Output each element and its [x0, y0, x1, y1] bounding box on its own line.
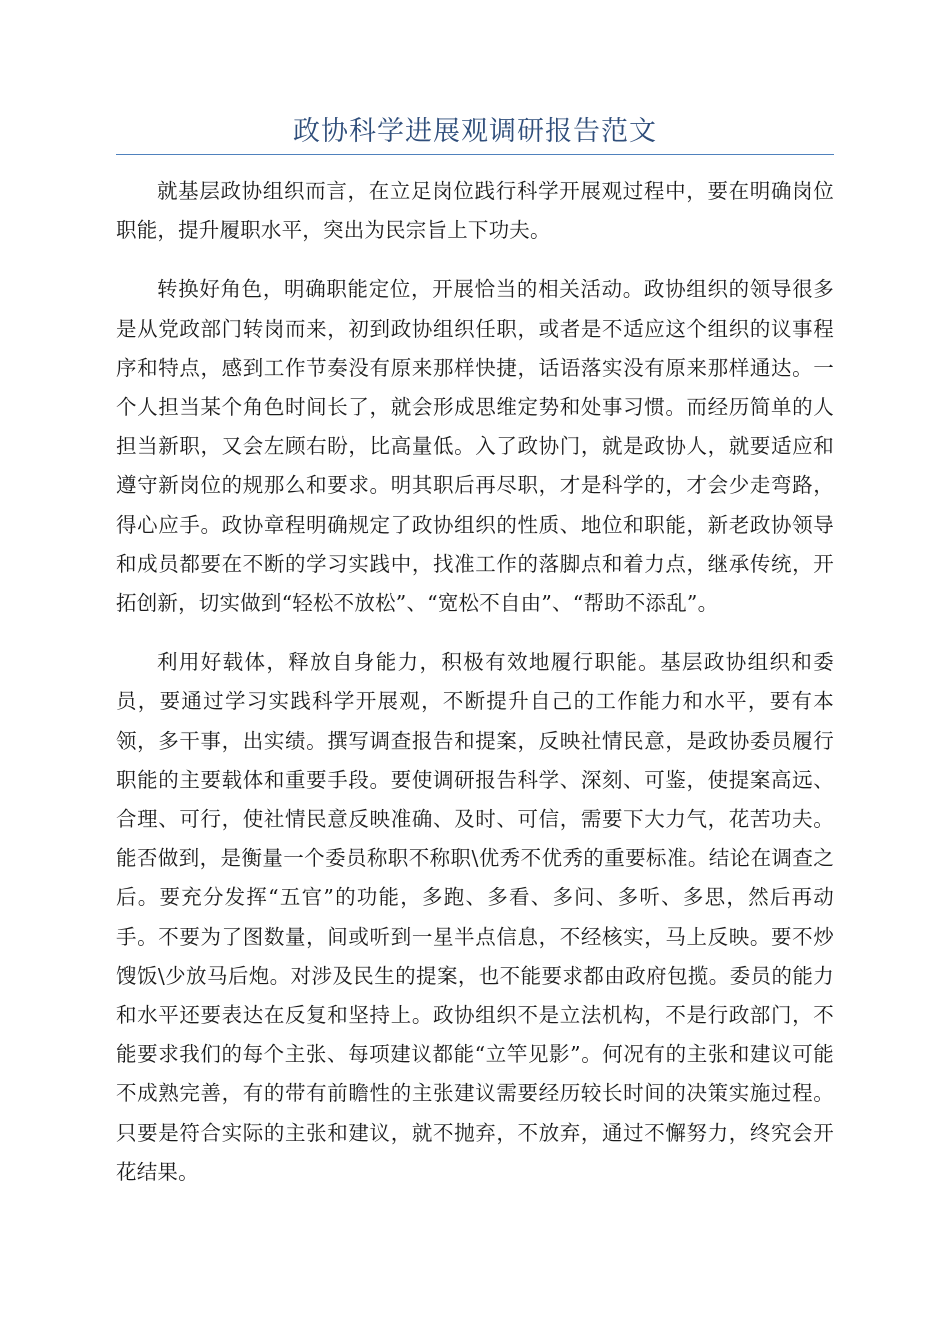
- document-title: 政协科学进展观调研报告范文: [293, 116, 657, 147]
- paragraph-2: 转换好角色，明确职能定位，开展恰当的相关活动。政协组织的领导很多是从党政部门转岗而来，初到政协组织任职，或者是不适应这个组织的议事程序和特点，感到工作节奏没有原来那样快捷，话语落实没有原来那样通达。一个人担当某个角色时间长了，就会形成思维定势和处事习惯。而经历简单的人担当新职，又会左顾右盼，比高量低。入了政协门，就是政协人，就要适应和遵守新岗位的规那么和要求。明其职后再尽职，才是科学的，才会少走弯路，得心应手。政协章程明确规定了政协组织的性质、地位和职能，新老政协领导和成员都要在不断的学习实践中，找准工作的落脚点和着力点，继承传统，开拓创新，切实做到“轻松不放松”、“宽松不自由”、“帮助不添乱”。: [116, 277, 834, 616]
- title-underline: [116, 154, 834, 155]
- paragraph-1: 就基层政协组织而言，在立足岗位践行科学开展观过程中，要在明确岗位职能，提升履职水平，突出为民宗旨上下功夫。: [116, 179, 834, 243]
- document-body: [116, 172, 834, 1212]
- paragraph-3: 利用好载体，释放自身能力，积极有效地履行职能。基层政协组织和委员，要通过学习实践科学开展观，不断提升自己的工作能力和水平，要有本领，多干事，出实绩。撰写调查报告和提案，反映社情民意，是政协委员履行职能的主要载体和重要手段。要使调研报告科学、深刻、可鉴，使提案高远、合理、可行，使社情民意反映准确、及时、可信，需要下大力气，花苦功夫。能否做到，是衡量一个委员称职不称职\优秀不优秀的重要标准。结论在调查之后。要充分发挥“五官”的功能，多跑、多看、多问、多听、多思，然后再动手。不要为了图数量，间或听到一星半点信息，不经核实，马上反映。要不炒馊饭\少放马后炮。对涉及民生的提案，也不能要求都由政府包揽。委员的能力和水平还要表达在反复和坚持上。政协组织不是立法机构，不是行政部门，不能要求我们的每个主张、每项建议都能“立竿见影”。何况有的主张和建议可能不成熟完善，有的带有前瞻性的主张建议需要经历较长时间的决策实施过程。只要是符合实际的主张和建议，就不抛弃，不放弃，通过不懈努力，终究会开花结果。: [116, 650, 834, 1184]
